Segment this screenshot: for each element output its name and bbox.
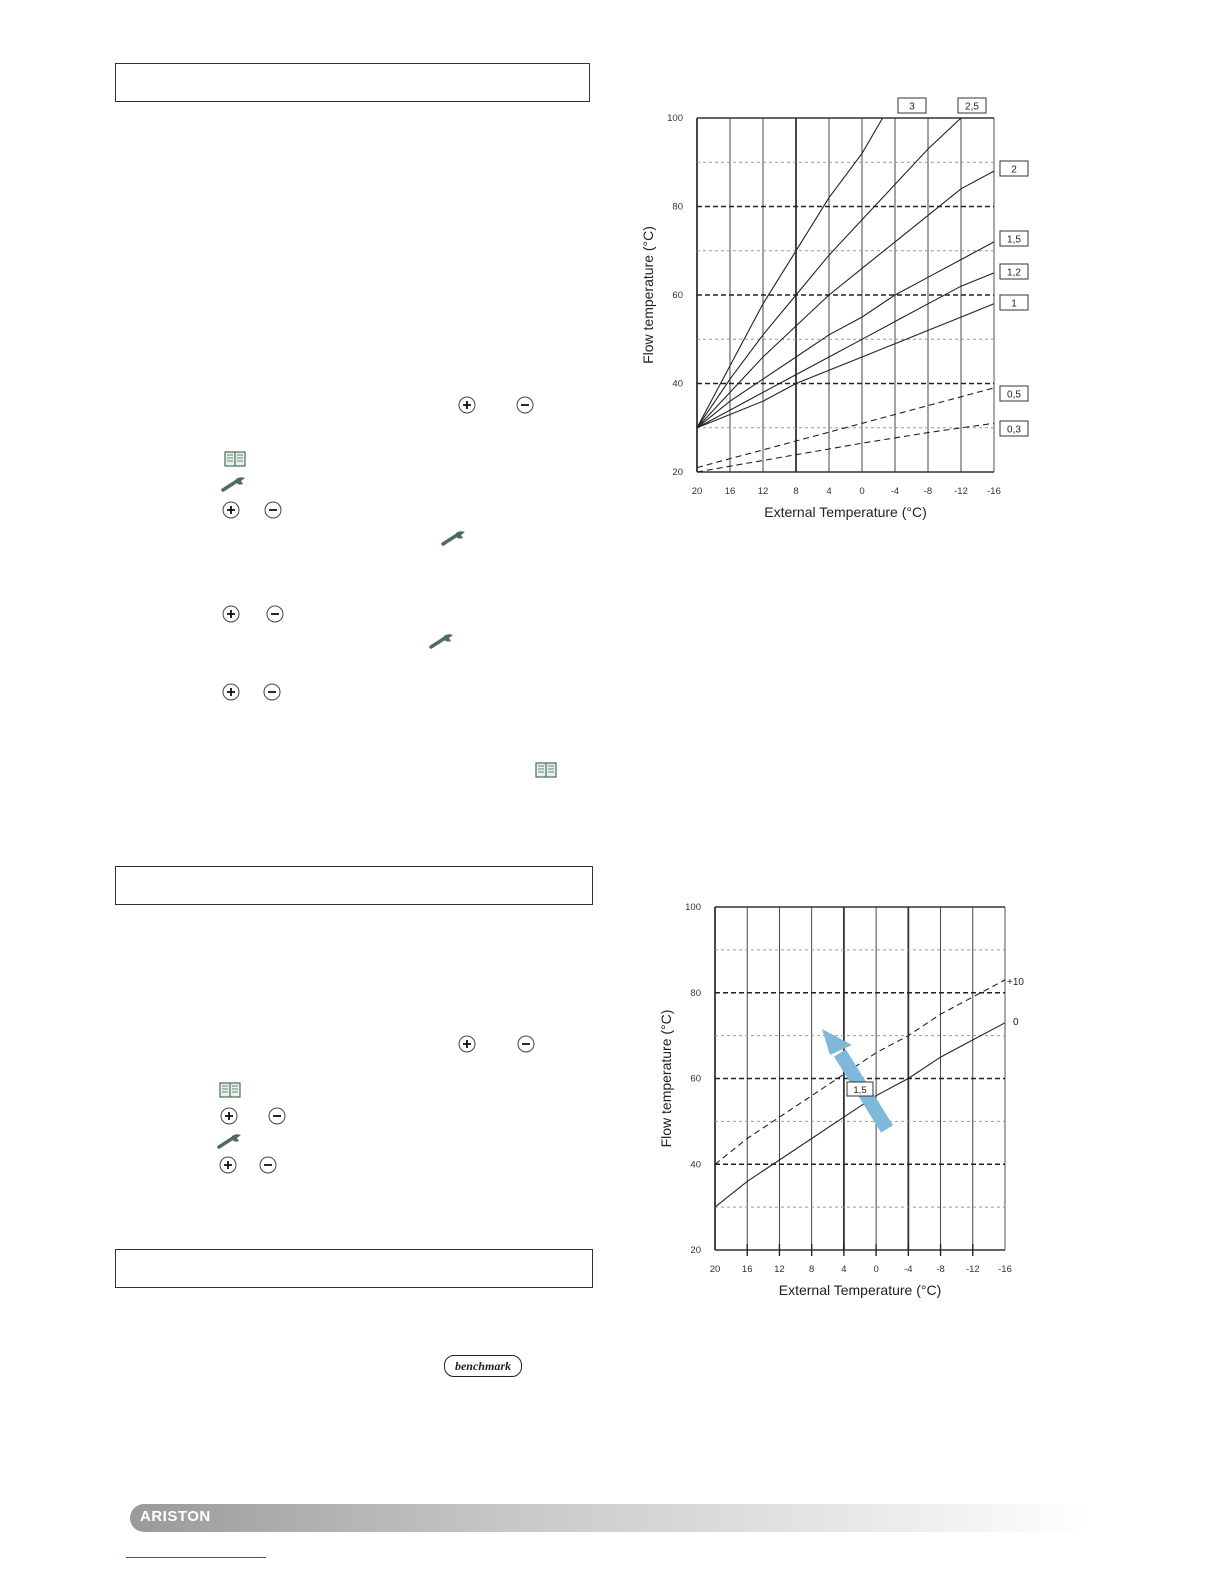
footer-link-underline: [126, 1557, 266, 1558]
series-line: [715, 1023, 1005, 1207]
section-header-2: [115, 866, 593, 905]
x-axis-label: External Temperature (°C): [778, 1282, 942, 1298]
wrench-icon: [440, 529, 468, 547]
x-tick-label: 0: [859, 486, 865, 497]
minus-button-icon: [517, 1035, 535, 1053]
y-tick-label: 60: [690, 1073, 701, 1085]
minus-button-icon: [516, 396, 534, 414]
x-tick-label: -8: [923, 486, 933, 497]
x-tick-label: 0: [873, 1264, 879, 1275]
curve-label: 1,5: [853, 1085, 867, 1096]
y-tick-label: 40: [672, 378, 683, 390]
y-axis-label: Flow temperature (°C): [640, 226, 656, 364]
series-label: 0,5: [1007, 389, 1021, 401]
y-axis-label: Flow temperature (°C): [658, 1009, 674, 1148]
series-label: 1,2: [1007, 267, 1021, 279]
y-tick-label: 40: [690, 1159, 701, 1171]
book-icon: [535, 761, 557, 779]
series-label: 1,5: [1007, 234, 1021, 246]
x-tick-label: -4: [890, 486, 900, 497]
series-label: +10: [1007, 977, 1024, 988]
minus-button-icon: [264, 501, 282, 519]
wrench-icon: [220, 475, 248, 493]
minus-button-icon: [266, 605, 284, 623]
plus-button-icon: [222, 605, 240, 623]
series-line: [697, 423, 994, 472]
x-tick-label: -8: [936, 1264, 945, 1275]
wrench-icon: [428, 632, 456, 650]
section-header-1: [115, 63, 590, 102]
benchmark-logo: benchmark: [444, 1355, 522, 1377]
plus-button-icon: [219, 1156, 237, 1174]
series-label: 0,3: [1007, 424, 1021, 436]
plus-button-icon: [458, 396, 476, 414]
x-tick-label: 20: [691, 486, 703, 497]
heating-curves-chart: [630, 95, 1050, 535]
x-tick-label: 20: [709, 1264, 721, 1275]
x-tick-label: -16: [998, 1264, 1012, 1275]
x-tick-label: 4: [826, 486, 832, 497]
series-line: [697, 273, 994, 428]
minus-button-icon: [263, 683, 281, 701]
series-label: 3: [909, 101, 915, 113]
y-tick-label: 20: [690, 1245, 701, 1256]
plus-button-icon: [222, 501, 240, 519]
x-tick-label: -12: [965, 1264, 980, 1275]
y-tick-label: 100: [685, 902, 701, 913]
series-line: [697, 171, 994, 428]
minus-button-icon: [259, 1156, 277, 1174]
y-tick-label: 80: [672, 201, 683, 213]
book-icon: [224, 450, 246, 468]
book-icon: [219, 1081, 241, 1099]
x-axis-label: External Temperature (°C): [764, 504, 927, 520]
y-tick-label: 60: [672, 290, 683, 301]
brand-logo: [140, 1508, 211, 1525]
shift-arrow-head: [822, 1029, 852, 1055]
x-tick-label: 16: [741, 1264, 753, 1275]
plus-button-icon: [220, 1107, 238, 1125]
section-header-3: [115, 1249, 593, 1288]
plus-button-icon: [458, 1035, 476, 1053]
x-tick-label: 8: [793, 486, 799, 497]
x-tick-label: 12: [774, 1264, 785, 1275]
y-tick-label: 20: [672, 467, 683, 478]
minus-button-icon: [268, 1107, 286, 1125]
x-tick-label: -4: [904, 1264, 913, 1275]
series-label: 0: [1013, 1017, 1019, 1028]
x-tick-label: -12: [954, 486, 968, 497]
wrench-icon: [216, 1132, 244, 1150]
y-tick-label: 100: [667, 113, 683, 124]
footer-bar: [130, 1504, 1090, 1532]
series-label: 2,5: [965, 101, 979, 113]
series-label: 2: [1011, 164, 1017, 176]
x-tick-label: 8: [809, 1264, 815, 1275]
x-tick-label: 16: [724, 486, 736, 497]
brand-logo-text: ARISTON: [140, 1508, 211, 1525]
series-line: [697, 118, 883, 428]
series-label: 1: [1011, 298, 1017, 310]
y-tick-label: 80: [690, 987, 701, 999]
plus-button-icon: [222, 683, 240, 701]
x-tick-label: 4: [841, 1264, 847, 1275]
x-tick-label: 12: [757, 486, 769, 497]
series-line: [697, 304, 994, 428]
x-tick-label: -16: [987, 486, 1001, 497]
parallel-shift-chart: [650, 895, 1050, 1315]
